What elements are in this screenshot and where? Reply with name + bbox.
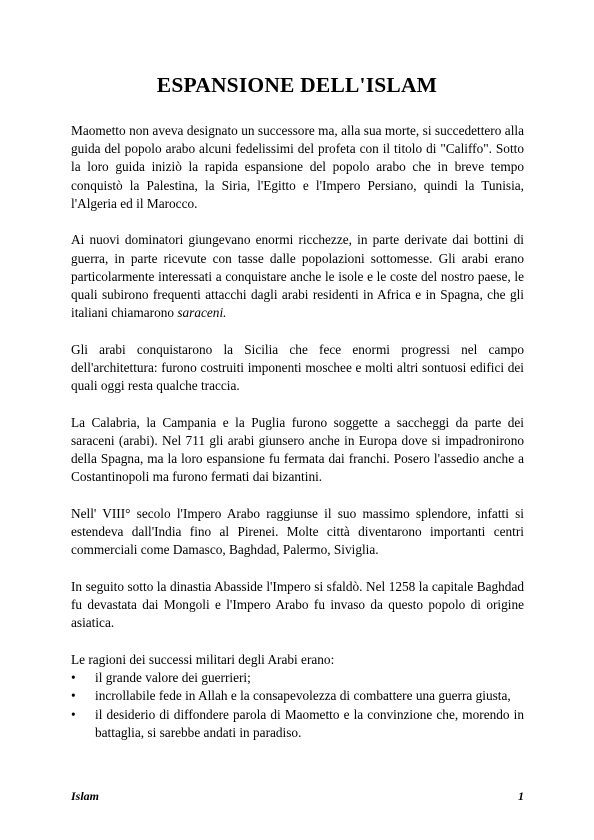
list-item	[71, 669, 524, 687]
list-item-text: il desiderio di diffondere parola di Maometto e la convinzione che, morendo in battaglia, si sarebbe andati in paradiso.	[95, 706, 524, 740]
bullet-icon: •	[71, 688, 76, 704]
list-item-text: incrollabile fede in Allah e la consapevolezza di combattere una guerra giusta,	[95, 688, 511, 704]
page-number: 1	[518, 789, 524, 803]
paragraph-text: La Calabria, la Campania e la Puglia furono soggette a saccheggi da parte dei saraceni (arabi). Nel 711 gli arabi giunsero anche in Europa dove si impadronirono della Spagna, ma la loro espansione fu fermata dai franchi. Posero l'assedio anche a Costantinopoli ma furono fermati dai bizantini.	[71, 414, 524, 485]
list-item	[71, 687, 524, 705]
paragraph-abasside	[71, 578, 524, 633]
paragraph-text: Gli arabi conquistarono la Sicilia che fece enormi progressi nel campo dell'architettura: furono costruiti imponenti moschee e molti altri sontuosi edifici dei quali oggi resta qualche traccia.	[71, 341, 524, 394]
paragraph-text: In seguito sotto la dinastia Abasside l'Impero si sfaldò. Nel 1258 la capitale Baghdad fu devastata dai Mongoli e l'Impero Arabo fu invaso da questo popolo di origine asiatica.	[71, 579, 524, 631]
reasons-list	[71, 669, 524, 742]
paragraph-sicilia	[71, 341, 524, 396]
paragraph-calabria	[71, 414, 524, 487]
paragraph-ricchezze	[71, 231, 524, 322]
list-item-text: il grande valore dei guerrieri;	[95, 670, 251, 686]
paragraph-text: Maometto non aveva designato un successore ma, alla sua morte, si succedettero alla guida del popolo arabo alcuni fedelissimi del profeta con il titolo di "Califfo". Sotto la loro guida iniziò la rapida espansione del popolo arabo che in breve tempo conquistò la Palestina, la Siria, l'Egitto e l'Impero Persiano, quindi la Tunisia, l'Algeria ed il Marocco.	[71, 123, 524, 211]
paragraph-splendore	[71, 505, 524, 560]
paragraph-italic-term: saraceni.	[177, 305, 227, 321]
paragraph-text: Nell' VIII° secolo l'Impero Arabo raggiunse il suo massimo splendore, infatti si estendeva dall'India fino al Pirenei. Molte città diventarono importanti centri commerciali come Damasco, Baghdad, Palermo, Siviglia.	[71, 506, 524, 558]
bullet-icon: •	[71, 670, 76, 686]
bullet-icon: •	[71, 706, 76, 722]
paragraph-text: Ai nuovi dominatori giungevano enormi ricchezze, in parte derivate dai bottini di guerra, in parte ricevute con tasse dalle popolazioni sottomesse. Gli arabi erano particolarmente interessati a conquistare anche le isole e le coste del nostro paese, le quali subirono frequenti attacchi dagli arabi residenti in Africa e in Spagna, che gli italiani chiamarono	[71, 232, 524, 321]
page-title: ESPANSIONE DELL'ISLAM	[156, 73, 438, 97]
list-item	[71, 706, 524, 742]
document-body	[71, 122, 524, 742]
paragraph-califfi	[71, 122, 524, 213]
reasons-intro: Le ragioni dei successi militari degli Arabi erano:	[71, 652, 335, 668]
footer-title: Islam	[71, 789, 100, 803]
